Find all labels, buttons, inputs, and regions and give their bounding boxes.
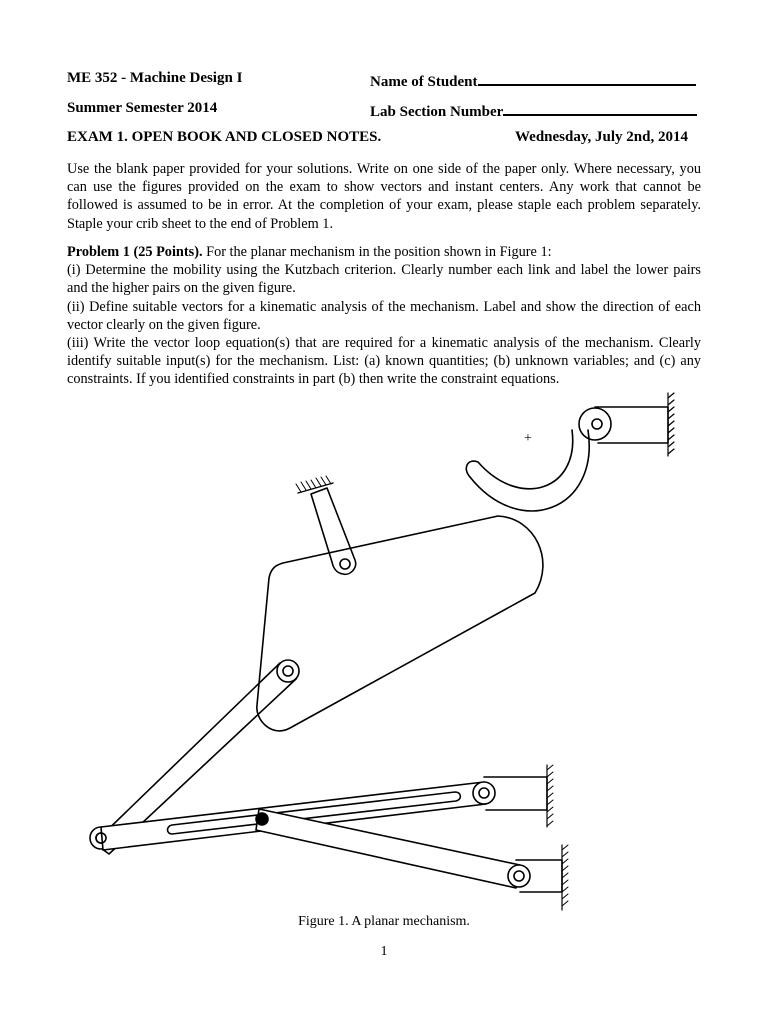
- problem-title: Problem 1 (25 Points).: [67, 244, 203, 260]
- problem-part: (ii) Define suitable vectors for a kinematic analysis of the mechanism. Label and show the direction of each vector clearly on the given figure.: [67, 298, 701, 333]
- instructions-text: Use the blank paper provided for your solutions. Write on one side of the paper only. Where necessary, you can use the figures provided on the exam to show vectors and instant centers. Any work that cannot be followed is assumed to be in error. At the completion of your exam, please staple each problem separately. Staple your crib sheet to the end of Problem 1.: [67, 161, 701, 232]
- exam-title: EXAM 1. OPEN BOOK AND CLOSED NOTES.: [67, 129, 382, 145]
- lower-link: [256, 809, 530, 888]
- center-mark: +: [524, 431, 532, 446]
- top-ground-pin-link: [296, 476, 356, 574]
- cam-body: [257, 516, 543, 731]
- problem-part: (i) Determine the mobility using the Kutzbach criterion. Clearly number each link and label the lower pairs and the higher pairs on the given figure.: [67, 262, 701, 297]
- problem-part: (iii) Write the vector loop equation(s) that are required for a kinematic analysis of the mechanism. Clearly identify suitable input(s) for the mechanism. List: (a) known quantities; (b) unknown variables; and (c) any constraints. If you identified constraints in part (b) then write the constraint equations.: [67, 335, 701, 388]
- page-number: 1: [380, 944, 388, 959]
- course-title: ME 352 - Machine Design I: [67, 70, 243, 86]
- student-name-label: Name of Student: [370, 74, 478, 90]
- lab-section-label: Lab Section Number: [370, 104, 504, 120]
- slotted-link: [96, 782, 495, 850]
- curved-slot-link: [466, 407, 668, 511]
- exam-date: Wednesday, July 2nd, 2014: [515, 129, 688, 145]
- problem-intro: For the planar mechanism in the position shown in Figure 1:: [202, 244, 552, 260]
- semester: Summer Semester 2014: [67, 100, 218, 116]
- top-right-ground-hatch: [668, 393, 674, 456]
- figure-caption: Figure 1. A planar mechanism.: [298, 914, 470, 929]
